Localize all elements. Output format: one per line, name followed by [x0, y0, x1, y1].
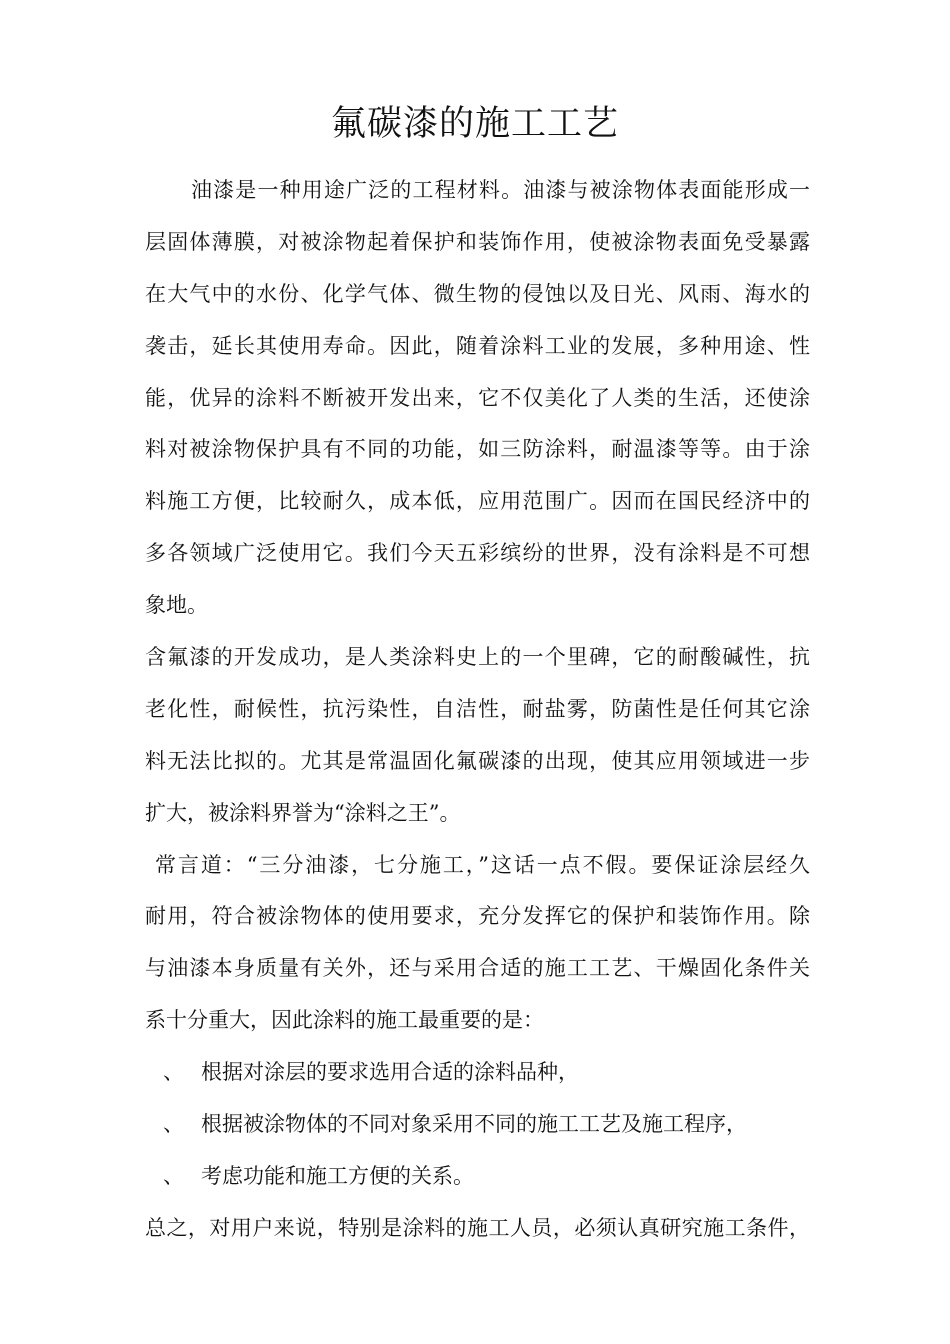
paragraph-line: 系十分重大，因此涂料的施工最重要的是： [145, 1008, 544, 1033]
paragraph-line: 与油漆本身质量有关外，还与采用合适的施工工艺、干燥固化条件关 [145, 956, 810, 981]
document-body [145, 165, 810, 1255]
paragraph-line: 料无法比拟的。尤其是常温固化氟碳漆的出现，使其应用领域进一步 [145, 748, 810, 773]
paragraph-line: 袭击，延长其使用寿命。因此，随着涂料工业的发展，多种用途、性 [145, 333, 810, 358]
paragraph-line: 常言道：“三分油漆，七分施工，”这话一点不假。要保证涂层经久 [155, 852, 810, 877]
list-marker: 、 [163, 1112, 184, 1137]
list-item [145, 1151, 810, 1203]
paragraph-line: 耐用，符合被涂物体的使用要求，充分发挥它的保护和装饰作用。除 [145, 904, 810, 929]
paragraph-line: 在大气中的水份、化学气体、微生物的侵蚀以及日光、风雨、海水的 [145, 281, 810, 306]
list-item-text: 考虑功能和施工方便的关系。 [201, 1163, 474, 1188]
paragraph-line: 老化性，耐候性，抗污染性，自洁性，耐盐雾，防菌性是任何其它涂 [145, 696, 810, 721]
paragraph-line: 总之，对用户来说，特别是涂料的施工人员，必须认真研究施工条件， [145, 1215, 810, 1240]
list-item-text: 根据对涂层的要求选用合适的涂料品种， [201, 1060, 579, 1085]
paragraph-line: 层固体薄膜，对被涂物起着保护和装饰作用，使被涂物表面免受暴露 [145, 229, 810, 254]
paragraph-line: 含氟漆的开发成功，是人类涂料史上的一个里碑，它的耐酸碱性，抗 [145, 645, 810, 670]
list-item [145, 1047, 810, 1099]
paragraph-line: 油漆是一种用途广泛的工程材料。油漆与被涂物体表面能形成一 [191, 178, 810, 202]
list-marker: 、 [163, 1163, 184, 1188]
paragraph-line: 料施工方便，比较耐久，成本低，应用范围广。因而在国民经济中的 [145, 489, 810, 514]
list-marker: 、 [163, 1060, 184, 1085]
paragraph-line: 象地。 [145, 593, 208, 618]
paragraph-line: 扩大，被涂料界誉为“涂料之王”。 [145, 800, 461, 825]
paragraph-line: 多各领域广泛使用它。我们今天五彩缤纷的世界，没有涂料是不可想 [145, 541, 810, 566]
paragraph-line: 料对被涂物保护具有不同的功能，如三防涂料，耐温漆等等。由于涂 [145, 437, 810, 462]
paragraph-line: 能，优异的涂料不断被开发出来，它不仅美化了人类的生活，还使涂 [145, 385, 810, 410]
list-item [145, 1099, 810, 1151]
list-item-text: 根据被涂物体的不同对象采用不同的施工工艺及施工程序， [201, 1112, 747, 1137]
document-title: 氟碳漆的施工工艺 [330, 104, 619, 144]
